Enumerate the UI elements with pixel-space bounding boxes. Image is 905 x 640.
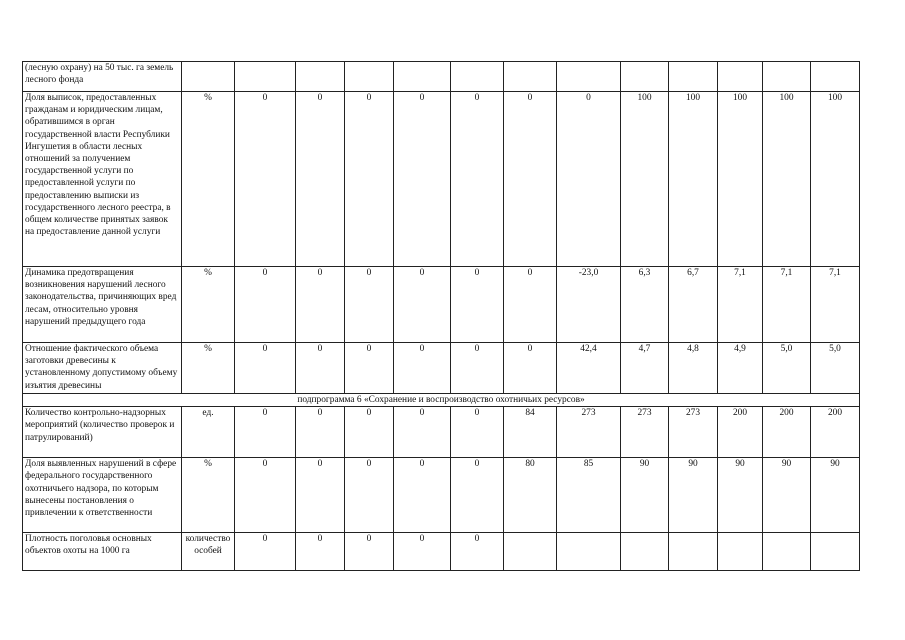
value-cell: 0	[296, 533, 345, 571]
value-cell: 0	[345, 92, 394, 267]
subprogram-title: подпрограмма 6 «Сохранение и воспроизводство охотничьих ресурсов»	[23, 394, 860, 407]
table-row	[23, 92, 860, 267]
table-row	[23, 62, 860, 92]
value-cell: 0	[296, 458, 345, 533]
table-row	[23, 407, 860, 458]
value-cell: 0	[235, 92, 296, 267]
value-cell	[621, 533, 669, 571]
value-cell	[557, 533, 621, 571]
value-cell: 0	[451, 267, 504, 343]
value-cell: 0	[235, 458, 296, 533]
value-cell	[235, 62, 296, 92]
value-cell: 0	[504, 92, 557, 267]
value-cell: 0	[451, 343, 504, 394]
value-cell: 0	[394, 533, 451, 571]
value-cell: 80	[504, 458, 557, 533]
value-cell: 100	[811, 92, 860, 267]
value-cell: 0	[296, 92, 345, 267]
value-cell: 100	[669, 92, 718, 267]
value-cell	[811, 62, 860, 92]
value-cell	[394, 62, 451, 92]
table-row	[23, 458, 860, 533]
value-cell	[451, 62, 504, 92]
subprogram-row	[23, 394, 860, 407]
value-cell	[718, 533, 763, 571]
indicator-unit: %	[182, 343, 235, 394]
value-cell	[296, 62, 345, 92]
value-cell	[504, 62, 557, 92]
value-cell	[669, 533, 718, 571]
indicator-name: Плотность поголовья основных объектов охоты на 1000 га	[23, 533, 182, 571]
value-cell: 90	[621, 458, 669, 533]
value-cell: 0	[394, 267, 451, 343]
indicator-unit: %	[182, 267, 235, 343]
value-cell: 0	[345, 267, 394, 343]
value-cell: 0	[296, 267, 345, 343]
value-cell: 90	[811, 458, 860, 533]
value-cell: 0	[451, 92, 504, 267]
table-row	[23, 533, 860, 571]
value-cell: 0	[504, 267, 557, 343]
value-cell: 90	[718, 458, 763, 533]
value-cell: 0	[394, 407, 451, 458]
table-row	[23, 267, 860, 343]
value-cell: 0	[394, 92, 451, 267]
indicator-name: Количество контрольно-надзорных мероприятий (количество проверок и патрулирований)	[23, 407, 182, 458]
value-cell: 0	[235, 343, 296, 394]
value-cell: 5,0	[811, 343, 860, 394]
value-cell: 7,1	[811, 267, 860, 343]
value-cell: 100	[763, 92, 811, 267]
value-cell: 273	[621, 407, 669, 458]
indicator-unit: %	[182, 92, 235, 267]
value-cell: 0	[394, 458, 451, 533]
value-cell	[718, 62, 763, 92]
indicators-body	[23, 62, 860, 571]
value-cell: 0	[296, 343, 345, 394]
value-cell: 0	[504, 343, 557, 394]
value-cell: 90	[763, 458, 811, 533]
value-cell: 0	[451, 533, 504, 571]
value-cell: 0	[235, 533, 296, 571]
value-cell: 90	[669, 458, 718, 533]
value-cell	[345, 62, 394, 92]
value-cell: 0	[451, 458, 504, 533]
value-cell: 0	[451, 407, 504, 458]
value-cell	[557, 62, 621, 92]
value-cell: 42,4	[557, 343, 621, 394]
indicator-unit: %	[182, 458, 235, 533]
indicators-table	[22, 61, 860, 571]
value-cell: 84	[504, 407, 557, 458]
indicator-unit: количество особей	[182, 533, 235, 571]
value-cell	[621, 62, 669, 92]
table-row	[23, 343, 860, 394]
value-cell: 4,9	[718, 343, 763, 394]
value-cell: 85	[557, 458, 621, 533]
value-cell: 0	[345, 458, 394, 533]
indicator-name: (лесную охрану) на 50 тыс. га земель лесного фонда	[23, 62, 182, 92]
indicator-unit: ед.	[182, 407, 235, 458]
value-cell: 7,1	[718, 267, 763, 343]
value-cell: 6,7	[669, 267, 718, 343]
value-cell: 0	[394, 343, 451, 394]
value-cell: 7,1	[763, 267, 811, 343]
value-cell: 0	[235, 267, 296, 343]
value-cell: 100	[621, 92, 669, 267]
value-cell: 0	[235, 407, 296, 458]
indicator-name: Отношение фактического объема заготовки древесины к установленному допустимому объему изъятия древесины	[23, 343, 182, 394]
value-cell: 0	[345, 533, 394, 571]
value-cell	[504, 533, 557, 571]
indicator-name: Динамика предотвращения возникновения нарушений лесного законодательства, причиняющих вред лесам, относительно уровня нарушений предыдущего года	[23, 267, 182, 343]
value-cell: 273	[557, 407, 621, 458]
indicator-name: Доля выявленных нарушений в сфере федерального государственного охотничьего надзора, по которым вынесены постановления о привлечении к ответственности	[23, 458, 182, 533]
value-cell: 4,7	[621, 343, 669, 394]
value-cell	[763, 533, 811, 571]
value-cell: 0	[345, 343, 394, 394]
value-cell: 0	[557, 92, 621, 267]
value-cell	[811, 533, 860, 571]
value-cell	[669, 62, 718, 92]
value-cell: 273	[669, 407, 718, 458]
value-cell	[763, 62, 811, 92]
value-cell: 4,8	[669, 343, 718, 394]
value-cell: 200	[763, 407, 811, 458]
value-cell: -23,0	[557, 267, 621, 343]
value-cell: 0	[345, 407, 394, 458]
value-cell: 0	[296, 407, 345, 458]
indicator-name: Доля выписок, предоставленных гражданам и юридическим лицам, обратившимся в орган государственной власти Республики Ингушетия в области лесных отношений за получением государственной услуги по предоставленной услуги по предоставлению выписки из государственного лесного реестра, в общем количестве принятых заявок на предоставление данной услуги	[23, 92, 182, 267]
indicator-unit	[182, 62, 235, 92]
value-cell: 200	[811, 407, 860, 458]
value-cell: 100	[718, 92, 763, 267]
value-cell: 6,3	[621, 267, 669, 343]
value-cell: 200	[718, 407, 763, 458]
value-cell: 5,0	[763, 343, 811, 394]
